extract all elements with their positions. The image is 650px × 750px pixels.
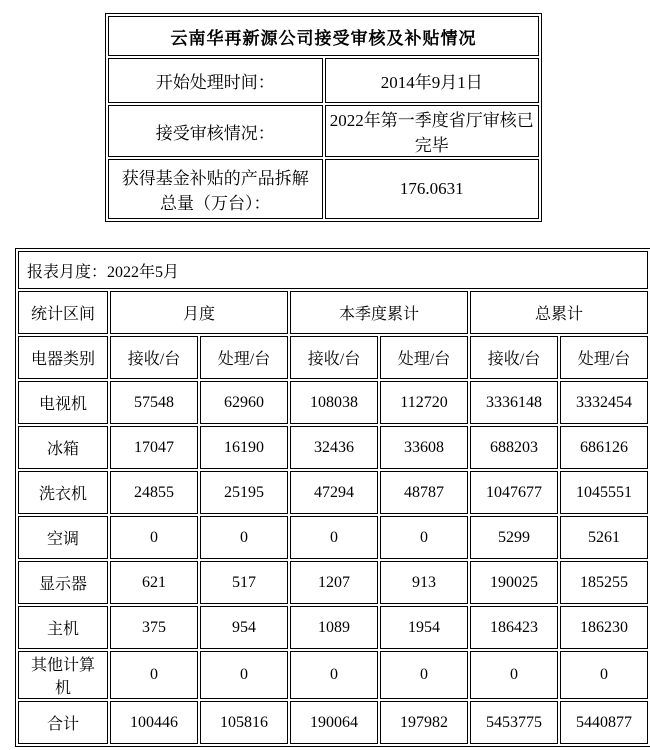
summary-row-subsidy-total (108, 159, 539, 219)
start-time-label: 开始处理时间： (108, 58, 323, 103)
value-cell: 375 (110, 606, 198, 649)
table-row-washer (18, 471, 648, 514)
summary-row-audit-status (108, 105, 539, 157)
value-cell: 5453775 (470, 701, 558, 744)
category-cell: 合计 (18, 701, 108, 744)
value-cell: 190064 (290, 701, 378, 744)
value-cell: 0 (560, 651, 648, 699)
category-cell: 其他计算机 (18, 651, 108, 699)
value-cell: 186423 (470, 606, 558, 649)
category-header: 电器类别 (18, 336, 108, 379)
value-cell: 1089 (290, 606, 378, 649)
value-cell: 688203 (470, 426, 558, 469)
value-cell: 47294 (290, 471, 378, 514)
value-cell: 0 (200, 651, 288, 699)
category-cell: 洗衣机 (18, 471, 108, 514)
value-cell: 0 (290, 516, 378, 559)
summary-row-start-time (108, 58, 539, 103)
value-cell: 3336148 (470, 381, 558, 424)
summary-title: 云南华再新源公司接受审核及补贴情况 (108, 16, 539, 56)
table-row-fridge (18, 426, 648, 469)
summary-title-row (108, 16, 539, 56)
value-cell: 190025 (470, 561, 558, 604)
value-cell: 0 (200, 516, 288, 559)
value-cell: 32436 (290, 426, 378, 469)
value-cell: 517 (200, 561, 288, 604)
start-time-value: 2014年9月1日 (325, 58, 540, 103)
category-cell: 空调 (18, 516, 108, 559)
value-cell: 0 (290, 651, 378, 699)
audit-status-label: 接受审核情况： (108, 105, 323, 157)
value-cell: 48787 (380, 471, 468, 514)
value-cell: 24855 (110, 471, 198, 514)
value-cell: 0 (380, 516, 468, 559)
receive-header: 接收/台 (110, 336, 198, 379)
value-cell: 25195 (200, 471, 288, 514)
table-row-aircon (18, 516, 648, 559)
value-cell: 0 (470, 651, 558, 699)
table-row-tv (18, 381, 648, 424)
report-group-header-row (18, 291, 648, 334)
monthly-group-header: 月度 (110, 291, 288, 334)
value-cell: 185255 (560, 561, 648, 604)
value-cell: 105816 (200, 701, 288, 744)
table-row-total (18, 701, 648, 744)
value-cell: 57548 (110, 381, 198, 424)
process-header: 处理/台 (560, 336, 648, 379)
value-cell: 954 (200, 606, 288, 649)
value-cell: 5261 (560, 516, 648, 559)
value-cell: 5299 (470, 516, 558, 559)
value-cell: 16190 (200, 426, 288, 469)
table-row-host (18, 606, 648, 649)
value-cell: 0 (380, 651, 468, 699)
value-cell: 913 (380, 561, 468, 604)
audit-status-value: 2022年第一季度省厅审核已完毕 (325, 105, 540, 157)
total-group-header: 总累计 (470, 291, 648, 334)
report-month-row (18, 251, 648, 289)
value-cell: 108038 (290, 381, 378, 424)
value-cell: 1045551 (560, 471, 648, 514)
value-cell: 1047677 (470, 471, 558, 514)
category-cell: 显示器 (18, 561, 108, 604)
value-cell: 621 (110, 561, 198, 604)
stat-range-header: 统计区间 (18, 291, 108, 334)
value-cell: 5440877 (560, 701, 648, 744)
table-row-monitor (18, 561, 648, 604)
value-cell: 0 (110, 651, 198, 699)
receive-header: 接收/台 (470, 336, 558, 379)
value-cell: 33608 (380, 426, 468, 469)
value-cell: 0 (110, 516, 198, 559)
quarter-group-header: 本季度累计 (290, 291, 468, 334)
value-cell: 197982 (380, 701, 468, 744)
value-cell: 686126 (560, 426, 648, 469)
value-cell: 17047 (110, 426, 198, 469)
receive-header: 接收/台 (290, 336, 378, 379)
value-cell: 100446 (110, 701, 198, 744)
value-cell: 1207 (290, 561, 378, 604)
category-cell: 主机 (18, 606, 108, 649)
category-cell: 冰箱 (18, 426, 108, 469)
table-row-other-computer (18, 651, 648, 699)
report-table (15, 248, 650, 747)
report-month-label: 报表月度：2022年5月 (18, 251, 648, 289)
value-cell: 62960 (200, 381, 288, 424)
report-subheader-row (18, 336, 648, 379)
value-cell: 3332454 (560, 381, 648, 424)
category-cell: 电视机 (18, 381, 108, 424)
value-cell: 112720 (380, 381, 468, 424)
value-cell: 186230 (560, 606, 648, 649)
subsidy-total-label: 获得基金补贴的产品拆解总量（万台）： (108, 159, 323, 219)
value-cell: 1954 (380, 606, 468, 649)
subsidy-total-value: 176.0631 (325, 159, 540, 219)
process-header: 处理/台 (380, 336, 468, 379)
summary-table (105, 13, 542, 222)
process-header: 处理/台 (200, 336, 288, 379)
